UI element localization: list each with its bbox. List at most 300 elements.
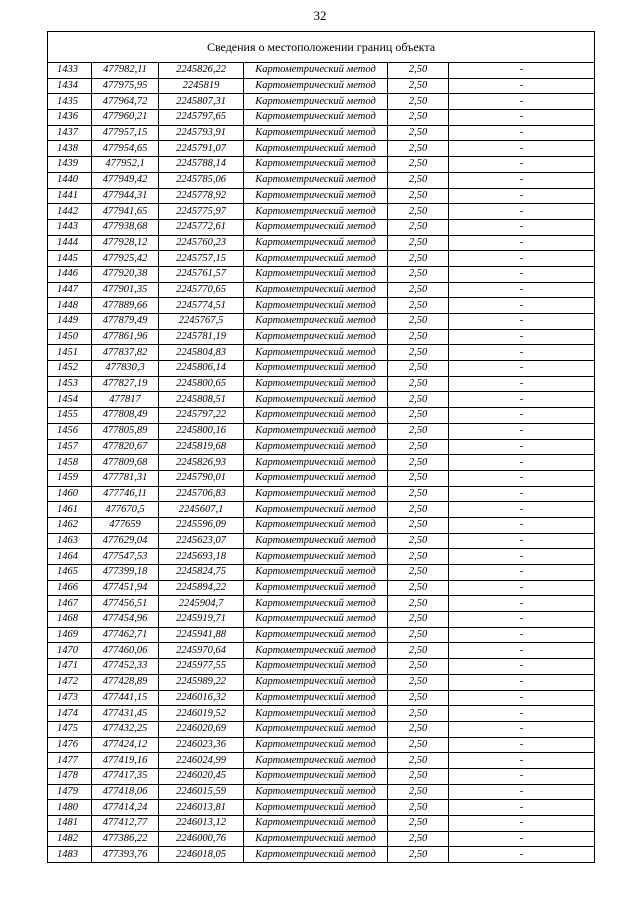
y-coordinate-cell: 2245824,75 [159,565,244,581]
method-cell: Картометрический метод [244,737,388,753]
description-cell: - [449,643,595,659]
accuracy-cell: 2,50 [388,172,449,188]
y-coordinate-cell: 2245800,16 [159,423,244,439]
point-number-cell: 1454 [48,392,92,408]
method-cell: Картометрический метод [244,674,388,690]
table-row [48,455,595,471]
method-cell: Картометрический метод [244,94,388,110]
description-cell: - [449,627,595,643]
y-coordinate-cell: 2246015,59 [159,784,244,800]
description-cell: - [449,549,595,565]
y-coordinate-cell: 2246013,12 [159,816,244,832]
table-title: Сведения о местоположении границ объекта [48,32,595,63]
point-number-cell: 1442 [48,204,92,220]
accuracy-cell: 2,50 [388,659,449,675]
method-cell: Картометрический метод [244,314,388,330]
x-coordinate-cell: 477414,24 [92,800,159,816]
description-cell: - [449,110,595,126]
point-number-cell: 1460 [48,486,92,502]
method-cell: Картометрический метод [244,565,388,581]
point-number-cell: 1451 [48,345,92,361]
x-coordinate-cell: 477827,19 [92,376,159,392]
description-cell: - [449,502,595,518]
y-coordinate-cell: 2245706,83 [159,486,244,502]
accuracy-cell: 2,50 [388,282,449,298]
x-coordinate-cell: 477462,71 [92,627,159,643]
x-coordinate-cell: 477960,21 [92,110,159,126]
accuracy-cell: 2,50 [388,188,449,204]
method-cell: Картометрический метод [244,831,388,847]
x-coordinate-cell: 477460,06 [92,643,159,659]
method-cell: Картометрический метод [244,549,388,565]
table-row [48,847,595,863]
accuracy-cell: 2,50 [388,721,449,737]
point-number-cell: 1440 [48,172,92,188]
table-row [48,816,595,832]
method-cell: Картометрический метод [244,627,388,643]
point-number-cell: 1479 [48,784,92,800]
y-coordinate-cell: 2245826,22 [159,63,244,79]
table-row [48,580,595,596]
method-cell: Картометрический метод [244,753,388,769]
point-number-cell: 1469 [48,627,92,643]
point-number-cell: 1478 [48,768,92,784]
description-cell: - [449,565,595,581]
x-coordinate-cell: 477957,15 [92,125,159,141]
table-row [48,470,595,486]
table-row [48,533,595,549]
table-row [48,329,595,345]
description-cell: - [449,847,595,863]
method-cell: Картометрический метод [244,690,388,706]
description-cell: - [449,831,595,847]
table-row [48,110,595,126]
method-cell: Картометрический метод [244,847,388,863]
description-cell: - [449,125,595,141]
x-coordinate-cell: 477451,94 [92,580,159,596]
point-number-cell: 1450 [48,329,92,345]
table-row [48,439,595,455]
y-coordinate-cell: 2245693,18 [159,549,244,565]
point-number-cell: 1455 [48,408,92,424]
description-cell: - [449,314,595,330]
description-cell: - [449,141,595,157]
y-coordinate-cell: 2245989,22 [159,674,244,690]
x-coordinate-cell: 477861,96 [92,329,159,345]
x-coordinate-cell: 477419,16 [92,753,159,769]
x-coordinate-cell: 477746,11 [92,486,159,502]
x-coordinate-cell: 477925,42 [92,251,159,267]
accuracy-cell: 2,50 [388,235,449,251]
description-cell: - [449,63,595,79]
x-coordinate-cell: 477889,66 [92,298,159,314]
table-row [48,659,595,675]
description-cell: - [449,517,595,533]
point-number-cell: 1448 [48,298,92,314]
method-cell: Картометрический метод [244,172,388,188]
accuracy-cell: 2,50 [388,486,449,502]
x-coordinate-cell: 477975,95 [92,78,159,94]
method-cell: Картометрический метод [244,235,388,251]
y-coordinate-cell: 2246020,45 [159,768,244,784]
boundary-table-container [47,31,594,863]
y-coordinate-cell: 2246020,69 [159,721,244,737]
accuracy-cell: 2,50 [388,408,449,424]
point-number-cell: 1463 [48,533,92,549]
description-cell: - [449,392,595,408]
y-coordinate-cell: 2245894,22 [159,580,244,596]
accuracy-cell: 2,50 [388,596,449,612]
description-cell: - [449,721,595,737]
description-cell: - [449,172,595,188]
accuracy-cell: 2,50 [388,157,449,173]
accuracy-cell: 2,50 [388,141,449,157]
y-coordinate-cell: 2245808,51 [159,392,244,408]
accuracy-cell: 2,50 [388,329,449,345]
method-cell: Картометрический метод [244,78,388,94]
point-number-cell: 1439 [48,157,92,173]
x-coordinate-cell: 477386,22 [92,831,159,847]
description-cell: - [449,408,595,424]
y-coordinate-cell: 2246024,99 [159,753,244,769]
table-row [48,643,595,659]
y-coordinate-cell: 2245806,14 [159,361,244,377]
y-coordinate-cell: 2245623,07 [159,533,244,549]
x-coordinate-cell: 477417,35 [92,768,159,784]
y-coordinate-cell: 2245797,65 [159,110,244,126]
point-number-cell: 1467 [48,596,92,612]
y-coordinate-cell: 2245797,22 [159,408,244,424]
x-coordinate-cell: 477952,1 [92,157,159,173]
y-coordinate-cell: 2245819,68 [159,439,244,455]
description-cell: - [449,800,595,816]
accuracy-cell: 2,50 [388,690,449,706]
method-cell: Картометрический метод [244,784,388,800]
method-cell: Картометрический метод [244,533,388,549]
method-cell: Картометрический метод [244,580,388,596]
point-number-cell: 1443 [48,219,92,235]
x-coordinate-cell: 477412,77 [92,816,159,832]
description-cell: - [449,361,595,377]
accuracy-cell: 2,50 [388,110,449,126]
method-cell: Картометрический метод [244,768,388,784]
x-coordinate-cell: 477393,76 [92,847,159,863]
accuracy-cell: 2,50 [388,439,449,455]
table-row [48,94,595,110]
x-coordinate-cell: 477805,89 [92,423,159,439]
method-cell: Картометрический метод [244,219,388,235]
accuracy-cell: 2,50 [388,674,449,690]
x-coordinate-cell: 477982,11 [92,63,159,79]
accuracy-cell: 2,50 [388,455,449,471]
method-cell: Картометрический метод [244,298,388,314]
y-coordinate-cell: 2245767,5 [159,314,244,330]
x-coordinate-cell: 477944,31 [92,188,159,204]
y-coordinate-cell: 2245757,15 [159,251,244,267]
table-row [48,549,595,565]
table-row [48,361,595,377]
accuracy-cell: 2,50 [388,580,449,596]
accuracy-cell: 2,50 [388,627,449,643]
description-cell: - [449,753,595,769]
method-cell: Картометрический метод [244,408,388,424]
table-row [48,345,595,361]
x-coordinate-cell: 477809,68 [92,455,159,471]
table-row [48,314,595,330]
x-coordinate-cell: 477781,31 [92,470,159,486]
table-row [48,157,595,173]
point-number-cell: 1444 [48,235,92,251]
accuracy-cell: 2,50 [388,847,449,863]
x-coordinate-cell: 477659 [92,517,159,533]
table-row [48,188,595,204]
x-coordinate-cell: 477808,49 [92,408,159,424]
accuracy-cell: 2,50 [388,643,449,659]
x-coordinate-cell: 477817 [92,392,159,408]
x-coordinate-cell: 477901,35 [92,282,159,298]
point-number-cell: 1471 [48,659,92,675]
method-cell: Картометрический метод [244,816,388,832]
table-row [48,502,595,518]
table-row [48,517,595,533]
table-row [48,251,595,267]
y-coordinate-cell: 2245800,65 [159,376,244,392]
method-cell: Картометрический метод [244,63,388,79]
accuracy-cell: 2,50 [388,565,449,581]
table-row [48,612,595,628]
accuracy-cell: 2,50 [388,125,449,141]
table-row [48,784,595,800]
x-coordinate-cell: 477629,04 [92,533,159,549]
point-number-cell: 1445 [48,251,92,267]
table-row [48,204,595,220]
y-coordinate-cell: 2245778,92 [159,188,244,204]
description-cell: - [449,659,595,675]
accuracy-cell: 2,50 [388,768,449,784]
accuracy-cell: 2,50 [388,423,449,439]
method-cell: Картометрический метод [244,110,388,126]
description-cell: - [449,690,595,706]
table-row [48,831,595,847]
point-number-cell: 1446 [48,266,92,282]
description-cell: - [449,251,595,267]
point-number-cell: 1456 [48,423,92,439]
accuracy-cell: 2,50 [388,502,449,518]
method-cell: Картометрический метод [244,376,388,392]
point-number-cell: 1441 [48,188,92,204]
y-coordinate-cell: 2245919,71 [159,612,244,628]
accuracy-cell: 2,50 [388,533,449,549]
y-coordinate-cell: 2245790,01 [159,470,244,486]
table-row [48,690,595,706]
y-coordinate-cell: 2246018,05 [159,847,244,863]
description-cell: - [449,282,595,298]
accuracy-cell: 2,50 [388,753,449,769]
table-row [48,376,595,392]
y-coordinate-cell: 2245904,7 [159,596,244,612]
x-coordinate-cell: 477879,49 [92,314,159,330]
y-coordinate-cell: 2246013,81 [159,800,244,816]
method-cell: Картометрический метод [244,423,388,439]
method-cell: Картометрический метод [244,392,388,408]
description-cell: - [449,376,595,392]
x-coordinate-cell: 477441,15 [92,690,159,706]
point-number-cell: 1458 [48,455,92,471]
x-coordinate-cell: 477456,51 [92,596,159,612]
method-cell: Картометрический метод [244,455,388,471]
description-cell: - [449,596,595,612]
x-coordinate-cell: 477454,96 [92,612,159,628]
y-coordinate-cell: 2245785,06 [159,172,244,188]
method-cell: Картометрический метод [244,659,388,675]
method-cell: Картометрический метод [244,204,388,220]
description-cell: - [449,423,595,439]
y-coordinate-cell: 2245772,61 [159,219,244,235]
description-cell: - [449,329,595,345]
description-cell: - [449,157,595,173]
y-coordinate-cell: 2245770,65 [159,282,244,298]
x-coordinate-cell: 477837,82 [92,345,159,361]
point-number-cell: 1470 [48,643,92,659]
method-cell: Картометрический метод [244,502,388,518]
point-number-cell: 1449 [48,314,92,330]
table-row [48,596,595,612]
y-coordinate-cell: 2245970,64 [159,643,244,659]
point-number-cell: 1475 [48,721,92,737]
method-cell: Картометрический метод [244,282,388,298]
y-coordinate-cell: 2245804,83 [159,345,244,361]
accuracy-cell: 2,50 [388,549,449,565]
method-cell: Картометрический метод [244,517,388,533]
method-cell: Картометрический метод [244,486,388,502]
accuracy-cell: 2,50 [388,78,449,94]
table-row [48,674,595,690]
accuracy-cell: 2,50 [388,392,449,408]
method-cell: Картометрический метод [244,800,388,816]
y-coordinate-cell: 2245788,14 [159,157,244,173]
point-number-cell: 1457 [48,439,92,455]
y-coordinate-cell: 2246023,36 [159,737,244,753]
description-cell: - [449,345,595,361]
description-cell: - [449,706,595,722]
x-coordinate-cell: 477547,53 [92,549,159,565]
method-cell: Картометрический метод [244,266,388,282]
table-row [48,125,595,141]
y-coordinate-cell: 2245775,97 [159,204,244,220]
x-coordinate-cell: 477928,12 [92,235,159,251]
table-row [48,63,595,79]
x-coordinate-cell: 477938,68 [92,219,159,235]
x-coordinate-cell: 477830,3 [92,361,159,377]
y-coordinate-cell: 2245596,09 [159,517,244,533]
table-row [48,172,595,188]
y-coordinate-cell: 2246016,32 [159,690,244,706]
accuracy-cell: 2,50 [388,737,449,753]
accuracy-cell: 2,50 [388,612,449,628]
description-cell: - [449,439,595,455]
accuracy-cell: 2,50 [388,204,449,220]
table-row [48,282,595,298]
accuracy-cell: 2,50 [388,470,449,486]
description-cell: - [449,580,595,596]
point-number-cell: 1465 [48,565,92,581]
boundary-coordinates-table [47,31,595,863]
description-cell: - [449,78,595,94]
description-cell: - [449,94,595,110]
method-cell: Картометрический метод [244,125,388,141]
point-number-cell: 1483 [48,847,92,863]
point-number-cell: 1477 [48,753,92,769]
x-coordinate-cell: 477670,5 [92,502,159,518]
method-cell: Картометрический метод [244,251,388,267]
table-row [48,219,595,235]
method-cell: Картометрический метод [244,439,388,455]
point-number-cell: 1476 [48,737,92,753]
table-row [48,298,595,314]
method-cell: Картометрический метод [244,470,388,486]
page-number: 32 [313,8,327,23]
accuracy-cell: 2,50 [388,784,449,800]
x-coordinate-cell: 477820,67 [92,439,159,455]
method-cell: Картометрический метод [244,361,388,377]
x-coordinate-cell: 477954,65 [92,141,159,157]
accuracy-cell: 2,50 [388,800,449,816]
x-coordinate-cell: 477941,65 [92,204,159,220]
table-row [48,768,595,784]
table-title-row [48,32,595,63]
accuracy-cell: 2,50 [388,376,449,392]
accuracy-cell: 2,50 [388,63,449,79]
accuracy-cell: 2,50 [388,816,449,832]
x-coordinate-cell: 477399,18 [92,565,159,581]
table-row [48,721,595,737]
y-coordinate-cell: 2245760,23 [159,235,244,251]
point-number-cell: 1434 [48,78,92,94]
method-cell: Картометрический метод [244,157,388,173]
table-row [48,800,595,816]
description-cell: - [449,188,595,204]
point-number-cell: 1438 [48,141,92,157]
y-coordinate-cell: 2245941,88 [159,627,244,643]
method-cell: Картометрический метод [244,612,388,628]
accuracy-cell: 2,50 [388,251,449,267]
y-coordinate-cell: 2245781,19 [159,329,244,345]
accuracy-cell: 2,50 [388,314,449,330]
method-cell: Картометрический метод [244,596,388,612]
accuracy-cell: 2,50 [388,517,449,533]
y-coordinate-cell: 2246019,52 [159,706,244,722]
x-coordinate-cell: 477432,25 [92,721,159,737]
table-row [48,565,595,581]
point-number-cell: 1447 [48,282,92,298]
y-coordinate-cell: 2245807,31 [159,94,244,110]
method-cell: Картометрический метод [244,141,388,157]
description-cell: - [449,533,595,549]
description-cell: - [449,612,595,628]
point-number-cell: 1474 [48,706,92,722]
x-coordinate-cell: 477428,89 [92,674,159,690]
point-number-cell: 1481 [48,816,92,832]
table-row [48,753,595,769]
x-coordinate-cell: 477418,06 [92,784,159,800]
accuracy-cell: 2,50 [388,94,449,110]
description-cell: - [449,674,595,690]
point-number-cell: 1468 [48,612,92,628]
description-cell: - [449,470,595,486]
accuracy-cell: 2,50 [388,831,449,847]
table-row [48,392,595,408]
description-cell: - [449,784,595,800]
